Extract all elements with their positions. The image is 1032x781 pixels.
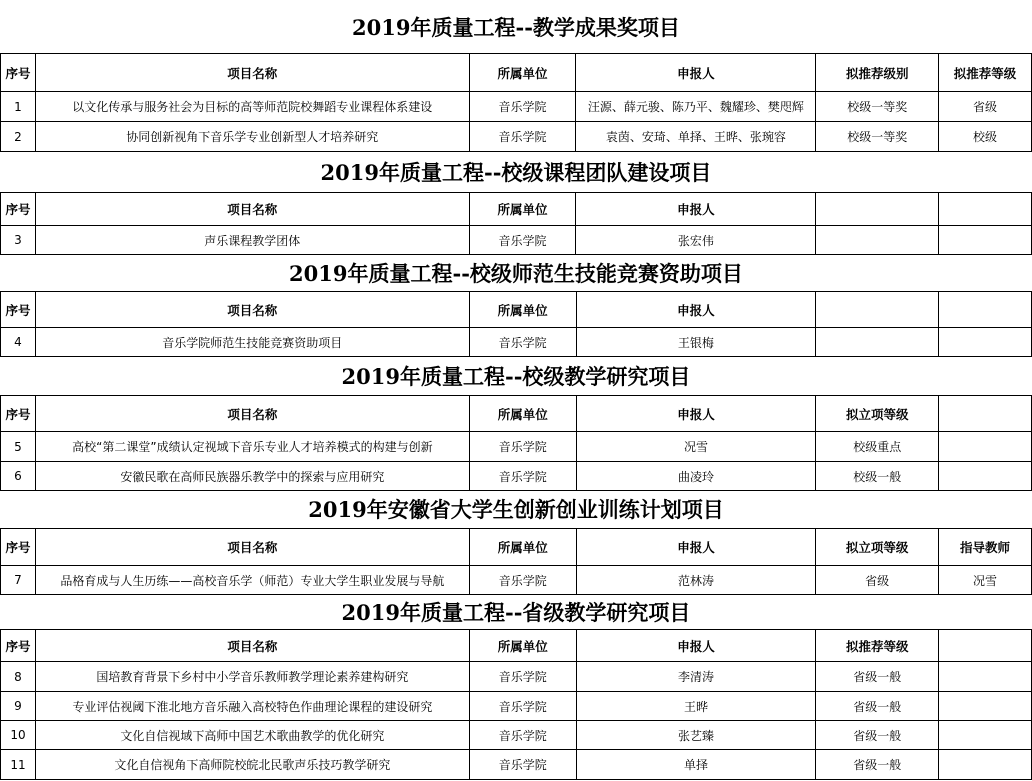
header-cell-index[interactable]: 序号 — [1, 54, 36, 92]
cell-level[interactable]: 省级 — [816, 566, 939, 595]
header-cell-applicant[interactable]: 申报人 — [576, 193, 816, 226]
header-cell-grade[interactable] — [939, 630, 1032, 662]
cell-index[interactable]: 6 — [1, 462, 36, 491]
cell-unit[interactable]: 音乐学院 — [469, 432, 576, 462]
header-cell-level[interactable]: 拟推荐级别 — [816, 54, 939, 92]
header-cell-level[interactable]: 拟推荐等级 — [816, 630, 939, 662]
header-cell-grade[interactable] — [939, 396, 1032, 432]
header-cell-level[interactable] — [816, 292, 939, 328]
cell-level[interactable]: 省级一般 — [816, 662, 939, 692]
cell-unit[interactable]: 音乐学院 — [469, 328, 576, 357]
header-cell-applicant[interactable]: 申报人 — [576, 396, 816, 432]
cell-project-name[interactable]: 高校“第二课堂”成绩认定视域下音乐专业人才培养模式的构建与创新 — [35, 432, 469, 462]
header-row — [1, 292, 1032, 328]
cell-unit[interactable]: 音乐学院 — [469, 92, 576, 122]
cell-applicant[interactable]: 李清涛 — [576, 662, 816, 692]
header-cell-applicant[interactable]: 申报人 — [576, 630, 816, 662]
table-row — [1, 750, 1032, 780]
cell-grade[interactable] — [939, 662, 1032, 692]
cell-level[interactable]: 校级一般 — [816, 462, 939, 491]
cell-unit[interactable]: 音乐学院 — [469, 226, 576, 255]
table-row — [1, 692, 1032, 721]
section-table — [0, 395, 1032, 491]
header-cell-index[interactable]: 序号 — [1, 529, 36, 566]
header-cell-unit[interactable]: 所属单位 — [469, 193, 576, 226]
cell-applicant[interactable]: 汪源、薛元骏、陈乃平、魏耀珍、樊咫辉 — [576, 92, 816, 122]
cell-index[interactable]: 11 — [1, 750, 36, 780]
cell-grade[interactable] — [939, 432, 1032, 462]
header-cell-unit[interactable]: 所属单位 — [469, 396, 576, 432]
header-cell-grade[interactable] — [939, 193, 1032, 226]
cell-applicant[interactable]: 王晔 — [576, 692, 816, 721]
header-cell-unit[interactable]: 所属单位 — [469, 292, 576, 328]
cell-grade[interactable] — [939, 721, 1032, 750]
header-row — [1, 396, 1032, 432]
cell-index[interactable]: 9 — [1, 692, 36, 721]
header-cell-unit[interactable]: 所属单位 — [469, 529, 576, 566]
cell-project-name[interactable]: 声乐课程教学团体 — [35, 226, 469, 255]
cell-index[interactable]: 1 — [1, 92, 36, 122]
header-cell-level[interactable] — [816, 193, 939, 226]
cell-project-name[interactable]: 安徽民歌在高师民族器乐教学中的探索与应用研究 — [35, 462, 469, 491]
cell-level[interactable]: 校级一等奖 — [816, 122, 939, 152]
header-cell-unit[interactable]: 所属单位 — [469, 630, 576, 662]
cell-grade[interactable]: 省级 — [939, 92, 1032, 122]
header-row — [1, 630, 1032, 662]
cell-applicant[interactable]: 范林涛 — [576, 566, 816, 595]
section-title: 2019年质量工程--省级教学研究项目 — [341, 599, 691, 625]
cell-unit[interactable]: 音乐学院 — [469, 462, 576, 491]
table-row — [1, 122, 1032, 152]
section-title: 2019年质量工程--教学成果奖项目 — [352, 14, 680, 40]
cell-applicant[interactable]: 单择 — [576, 750, 816, 780]
header-cell-level[interactable]: 拟立项等级 — [816, 529, 939, 566]
cell-project-name[interactable]: 协同创新视角下音乐学专业创新型人才培养研究 — [35, 122, 469, 152]
cell-applicant[interactable]: 曲凌玲 — [576, 462, 816, 491]
section-table — [0, 192, 1032, 255]
table-row — [1, 432, 1032, 462]
header-cell-project-name[interactable]: 项目名称 — [35, 529, 469, 566]
cell-index[interactable]: 2 — [1, 122, 36, 152]
header-cell-grade[interactable]: 指导教师 — [939, 529, 1032, 566]
cell-index[interactable]: 3 — [1, 226, 36, 255]
table-row — [1, 566, 1032, 595]
section-title: 2019年质量工程--校级师范生技能竞赛资助项目 — [289, 260, 743, 286]
cell-index[interactable]: 7 — [1, 566, 36, 595]
cell-unit[interactable]: 音乐学院 — [469, 566, 576, 595]
header-cell-index[interactable]: 序号 — [1, 193, 36, 226]
cell-applicant[interactable]: 张宏伟 — [576, 226, 816, 255]
header-cell-applicant[interactable]: 申报人 — [576, 529, 816, 566]
table-row — [1, 662, 1032, 692]
cell-unit[interactable]: 音乐学院 — [469, 122, 576, 152]
cell-grade[interactable] — [939, 462, 1032, 491]
cell-applicant[interactable]: 张艺臻 — [576, 721, 816, 750]
cell-unit[interactable]: 音乐学院 — [469, 692, 576, 721]
cell-applicant[interactable]: 王银梅 — [576, 328, 816, 357]
cell-unit[interactable]: 音乐学院 — [469, 662, 576, 692]
section-table — [0, 291, 1032, 357]
cell-grade[interactable]: 况雪 — [939, 566, 1032, 595]
header-cell-grade[interactable] — [939, 292, 1032, 328]
cell-project-name[interactable]: 文化自信视角下高师院校皖北民歌声乐技巧教学研究 — [35, 750, 469, 780]
header-row — [1, 54, 1032, 92]
section-table — [0, 629, 1032, 780]
header-cell-project-name[interactable]: 项目名称 — [35, 292, 469, 328]
cell-grade[interactable]: 校级 — [939, 122, 1032, 152]
header-row — [1, 529, 1032, 566]
header-cell-index[interactable]: 序号 — [1, 630, 36, 662]
table-row — [1, 226, 1032, 255]
cell-index[interactable]: 5 — [1, 432, 36, 462]
cell-grade[interactable] — [939, 750, 1032, 780]
header-cell-applicant[interactable]: 申报人 — [576, 54, 816, 92]
table-row — [1, 721, 1032, 750]
cell-index[interactable]: 8 — [1, 662, 36, 692]
section-table — [0, 528, 1032, 595]
cell-grade[interactable] — [939, 692, 1032, 721]
cell-level[interactable]: 校级重点 — [816, 432, 939, 462]
header-cell-grade[interactable]: 拟推荐等级 — [939, 54, 1032, 92]
cell-level[interactable] — [816, 328, 939, 357]
cell-index[interactable]: 10 — [1, 721, 36, 750]
cell-applicant[interactable]: 袁茵、安琦、单择、王晔、张琬容 — [576, 122, 816, 152]
section-title: 2019年质量工程--校级教学研究项目 — [341, 363, 691, 389]
cell-level[interactable]: 省级一般 — [816, 692, 939, 721]
header-cell-index[interactable]: 序号 — [1, 292, 36, 328]
cell-project-name[interactable]: 品格育成与人生历练——高校音乐学（师范）专业大学生职业发展与导航 — [35, 566, 469, 595]
header-cell-unit[interactable]: 所属单位 — [469, 54, 576, 92]
section-title: 2019年质量工程--校级课程团队建设项目 — [320, 159, 712, 185]
header-cell-project-name[interactable]: 项目名称 — [35, 396, 469, 432]
cell-project-name[interactable]: 以文化传承与服务社会为目标的高等师范院校舞蹈专业课程体系建设 — [35, 92, 469, 122]
cell-level[interactable]: 省级一般 — [816, 750, 939, 780]
cell-grade[interactable] — [939, 328, 1032, 357]
cell-unit[interactable]: 音乐学院 — [469, 721, 576, 750]
header-cell-applicant[interactable]: 申报人 — [576, 292, 816, 328]
cell-project-name[interactable]: 专业评估视阈下淮北地方音乐融入高校特色作曲理论课程的建设研究 — [35, 692, 469, 721]
table-row — [1, 328, 1032, 357]
cell-level[interactable] — [816, 226, 939, 255]
table-row — [1, 92, 1032, 122]
cell-unit[interactable]: 音乐学院 — [469, 750, 576, 780]
cell-project-name[interactable]: 文化自信视域下高师中国艺术歌曲教学的优化研究 — [35, 721, 469, 750]
header-cell-index[interactable]: 序号 — [1, 396, 36, 432]
cell-index[interactable]: 4 — [1, 328, 36, 357]
header-cell-project-name[interactable]: 项目名称 — [35, 54, 469, 92]
section-title: 2019年安徽省大学生创新创业训练计划项目 — [308, 497, 724, 522]
header-row — [1, 193, 1032, 226]
cell-project-name[interactable]: 国培教育背景下乡村中小学音乐教师教学理论素养建构研究 — [35, 662, 469, 692]
section-table — [0, 53, 1032, 152]
cell-grade[interactable] — [939, 226, 1032, 255]
header-cell-project-name[interactable]: 项目名称 — [35, 193, 469, 226]
cell-level[interactable]: 校级一等奖 — [816, 92, 939, 122]
cell-applicant[interactable]: 况雪 — [576, 432, 816, 462]
cell-level[interactable]: 省级一般 — [816, 721, 939, 750]
table-row — [1, 462, 1032, 491]
header-cell-level[interactable]: 拟立项等级 — [816, 396, 939, 432]
header-cell-project-name[interactable]: 项目名称 — [35, 630, 469, 662]
cell-project-name[interactable]: 音乐学院师范生技能竞赛资助项目 — [35, 328, 469, 357]
